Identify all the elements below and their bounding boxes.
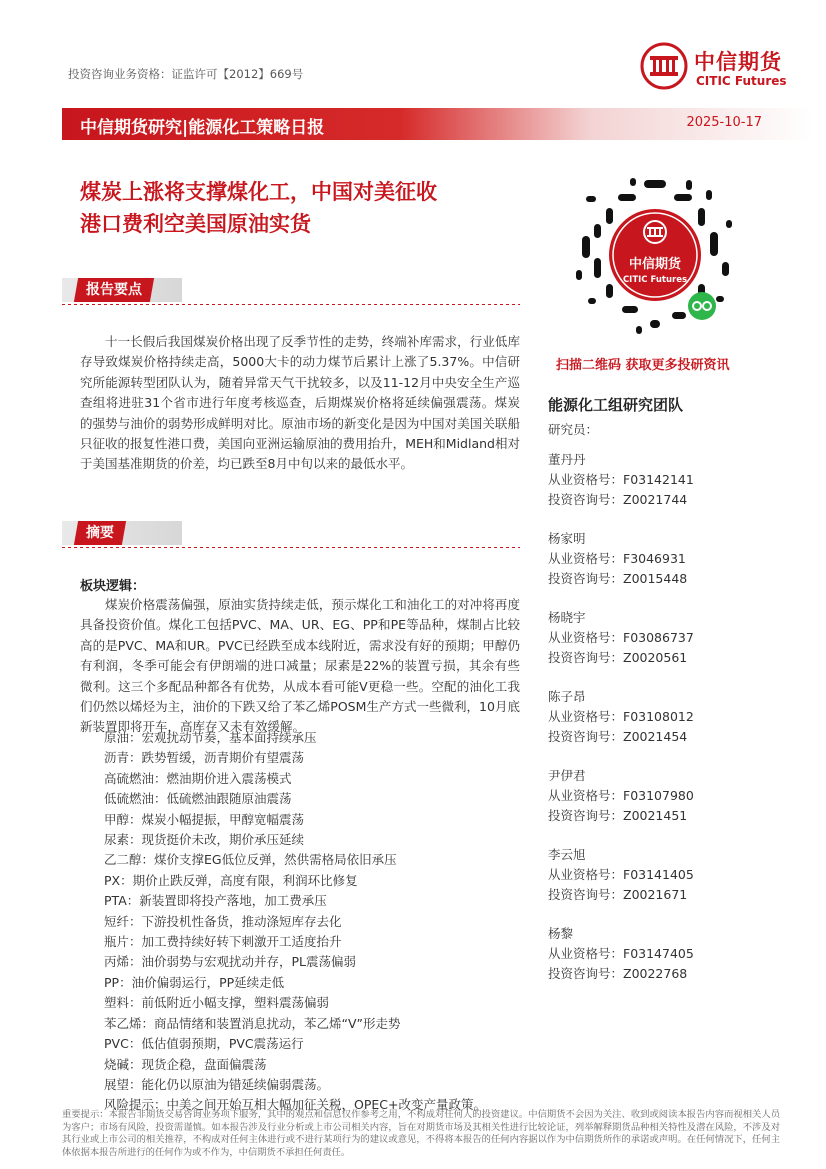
list-item: 塑料：前低附近小幅支撑，塑料震荡偏弱	[104, 995, 330, 1011]
advisory-license: 投资咨询号：Z0021454	[548, 729, 688, 744]
advisory-license: 投资咨询号：Z0015448	[548, 571, 688, 586]
key-points-paragraph: 十一长假后我国煤炭价格出现了反季节性的走势，终端补库需求，行业低库存导致煤炭价格持续走高，5000大卡的动力煤节后累计上涨了5.37%。中信研究所能源转型团队认为，随着异常天气干扰较多，以及11-12月中央安全生产巡查组将进驻31个省市进行年度考核巡查，后期煤炭价格将延续偏强震荡。煤炭的强势与油价的弱势形成鲜明对比。原油市场的新变化是因为中国对美国关联船只征收的报复性港口费，美国向亚洲运输原油的费用抬升，MEH和Midland相对于美国基准期货的价差，均已跌至8月中旬以来的最低水平。	[80, 334, 520, 472]
sector-logic-label: 板块逻辑：	[80, 579, 146, 594]
researcher-card	[548, 845, 694, 924]
list-item: 短纤：下游投机性备货，推动涤短库存去化	[104, 913, 342, 929]
researcher-card	[548, 924, 694, 1003]
researcher-card	[548, 450, 694, 529]
practice-license: 从业资格号：F03107980	[548, 788, 694, 803]
list-item: 丙烯：油价弱势与宏观扰动并存，PL震荡偏弱	[104, 954, 357, 970]
list-item: 烧碱：现货企稳，盘面偏震荡	[104, 1056, 267, 1072]
key-points-section-header	[62, 278, 522, 302]
researcher-card	[548, 687, 694, 766]
citic-logo-icon	[640, 42, 688, 90]
list-item: 尿素：现货挺价未改，期价承压延续	[104, 832, 305, 848]
researcher-name: 李云旭	[548, 847, 586, 862]
researcher-list	[548, 450, 694, 1003]
sector-logic-paragraph: 煤炭价格震荡偏强，原油实货持续走低，预示煤化工和油化工的对冲将再度具备投资价值。煤化工包括PVC、MA、UR、EG、PP和PE等品种，煤制占比较高的是PVC、MA和UR。PVC已经跌至成本线附近，需求没有好的预期；甲醇仍有利润，冬季可能会有伊朗端的进口减量；尿素是22%的装置亏损，其余有些微利。这三个多配品种都各有优势，从成本看可能V更稳一些。空配的油化工我们仍然以烯烃为主，油价的下跌又给了苯乙烯POSM生产方式一些微利，10月底新装置即将开车，高库存又未有效缓解。	[80, 597, 520, 735]
citic-futures-logo	[640, 40, 808, 96]
disclaimer: 重要提示：本报告非期货交易咨询业务项下服务，其中的观点和信息仅作参考之用，不构成对任何人的投资建议。中信期货不会因为关注、收到或阅读本报告内容而视相关人员为客户；市场有风险，投资需谨慎。如本报告涉及行业分析或上市公司相关内容，旨在对期货市场及其相关性进行比较论证，列举解释期货品种相关特性及潜在风险，不涉及对其行业或上市公司的相关推荐，不构成对任何主体进行或不进行某项行为的建议或意见，不得将本报告的任何内容据以作为中信期货所作的承诺或声明。在任何情况下，任何主体依据本报告所进行的任何作为或不作为，中信期货不承担任何责任。	[62, 1109, 780, 1158]
qr-caption: 扫描二维码 获取更多投研资讯	[556, 358, 730, 373]
list-item: PTA：新装置即将投产落地，加工费承压	[104, 893, 327, 909]
researcher-name: 杨家明	[548, 531, 586, 546]
researcher-name: 杨晓宇	[548, 610, 586, 625]
advisory-license: 投资咨询号：Z0020561	[548, 650, 688, 665]
list-item: 原油：宏观扰动节奏，基本面持续承压	[104, 730, 317, 745]
practice-license: 从业资格号：F03147405	[548, 946, 694, 961]
qr-logo-chinese-name: 中信期货	[628, 257, 682, 272]
list-item: 展望：能化仍以原油为错延续偏弱震荡。	[104, 1076, 330, 1092]
summary-tag: 摘要	[74, 521, 126, 545]
researcher-card	[548, 608, 694, 687]
list-item: 沥青：跌势暂缓，沥青期价有望震荡	[104, 750, 305, 766]
practice-license: 从业资格号：F03142141	[548, 472, 694, 487]
advisory-license: 投资咨询号：Z0021671	[548, 887, 688, 902]
qr-logo-english-name: CITIC Futures	[622, 275, 688, 285]
list-item: PVC：低估值弱预期，PVC震荡运行	[104, 1036, 304, 1052]
list-item: 低硫燃油：低硫燃油跟随原油震荡	[104, 791, 292, 807]
key-points-tag: 报告要点	[74, 278, 154, 302]
list-item: 高硫燃油：燃油期价进入震荡模式	[104, 770, 292, 786]
logo-chinese-name: 中信期货	[694, 50, 782, 74]
list-item: 风险提示：中美之间开始互相大幅加征关税，OPEC+改变产量政策。	[104, 1097, 486, 1113]
researcher-card	[548, 766, 694, 845]
researcher-name: 陈子昂	[548, 689, 586, 704]
mini-program-icon	[688, 292, 716, 320]
advisory-license: 投资咨询号：Z0021744	[548, 492, 688, 507]
practice-license: 从业资格号：F03086737	[548, 630, 694, 645]
report-banner	[62, 108, 814, 140]
list-item: 瓶片：加工费持续好转下刺激开工适度抬升	[104, 934, 342, 950]
researcher-name: 董丹丹	[548, 452, 586, 467]
list-item: PX：期价止跌反弹，高度有限，利润环比修复	[104, 872, 358, 888]
list-item: 乙二醇：煤价支撑EG低位反弹，然供需格局依旧承压	[104, 852, 397, 868]
researcher-name: 杨黎	[548, 926, 574, 941]
headline-line-2: 港口费利空美国原油实货	[80, 212, 311, 236]
summary-section-header	[62, 521, 522, 545]
list-item: 苯乙烯：商品情绪和装置消息扰动，苯乙烯“V”形走势	[104, 1015, 401, 1031]
researchers-label: 研究员：	[548, 422, 599, 437]
banner-title: 中信期货研究|能源化工策略日报	[80, 118, 325, 138]
advisory-license: 投资咨询号：Z0022768	[548, 966, 688, 981]
license-text: 投资咨询业务资格：证监许可【2012】669号	[68, 67, 304, 81]
logo-english-name: CITIC Futures	[696, 74, 787, 88]
list-item: 甲醇：煤炭小幅提振，甲醇宽幅震荡	[104, 811, 305, 827]
sector-outlook-list	[104, 728, 524, 1116]
researcher-name: 尹伊君	[548, 768, 586, 783]
headline-line-1: 煤炭上涨将支撑煤化工，中国对美征收	[80, 180, 437, 204]
advisory-license: 投资咨询号：Z0021451	[548, 808, 688, 823]
report-headline	[80, 176, 540, 240]
list-item: PP：油价偏弱运行，PP延续走低	[104, 974, 285, 990]
research-team-title: 能源化工组研究团队	[548, 396, 684, 414]
practice-license: 从业资格号：F3046931	[548, 551, 686, 566]
qr-code[interactable]	[566, 166, 744, 344]
practice-license: 从业资格号：F03108012	[548, 709, 694, 724]
report-date: 2025-10-17	[686, 115, 762, 130]
researcher-card	[548, 529, 694, 608]
practice-license: 从业资格号：F03141405	[548, 867, 694, 882]
